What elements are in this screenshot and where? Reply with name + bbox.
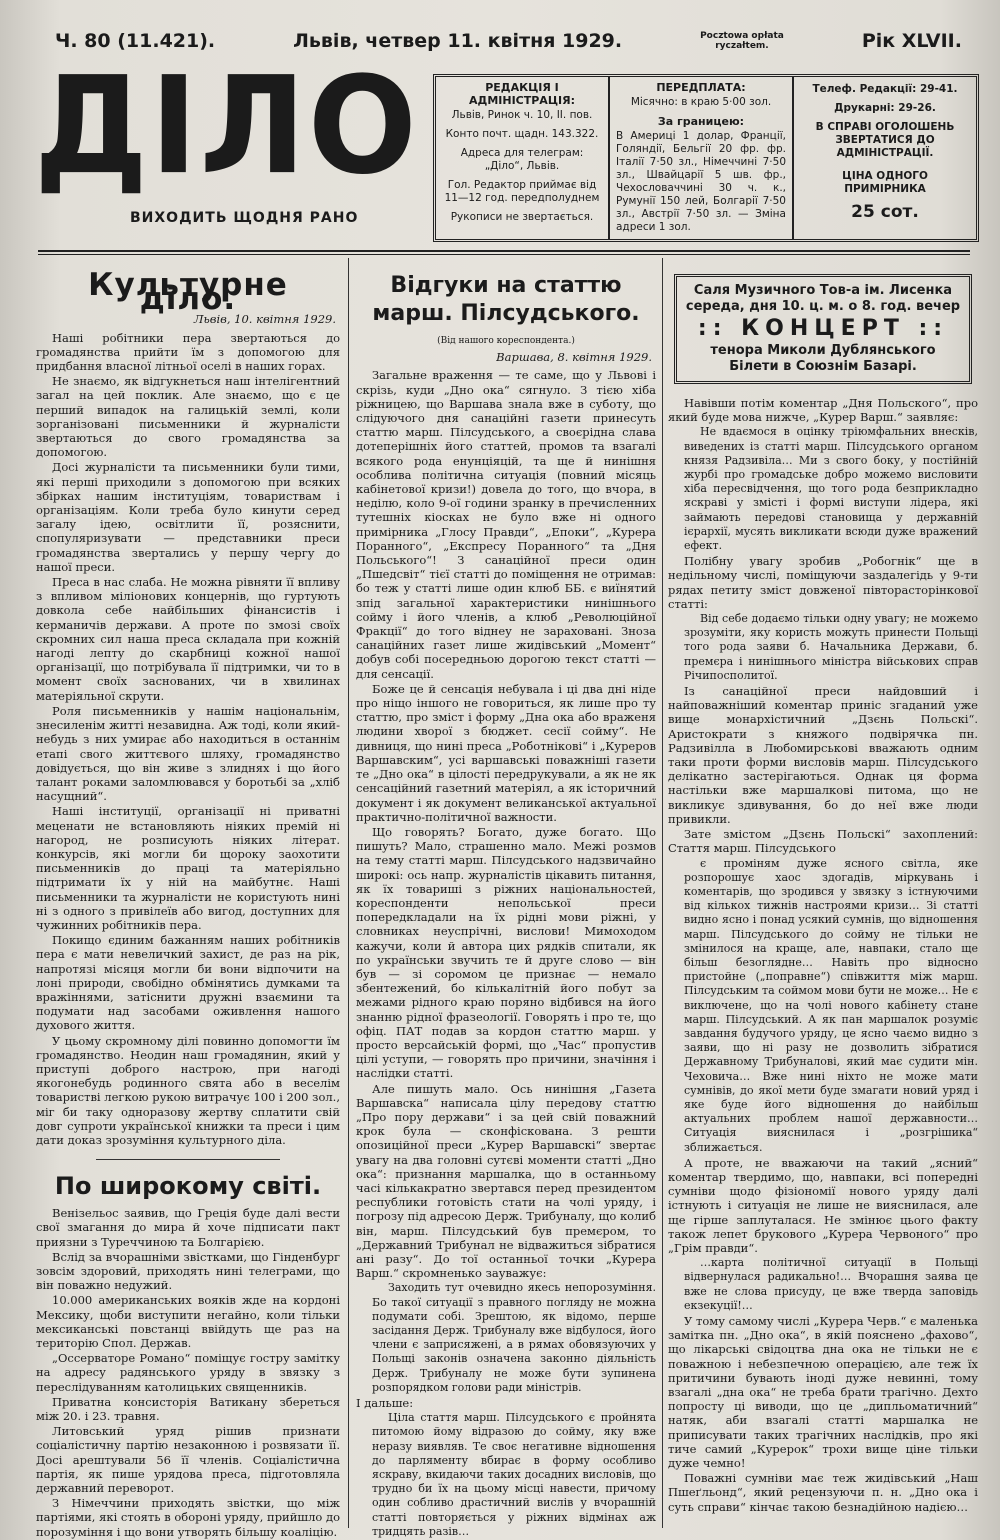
paragraph: І дальше:: [356, 1396, 414, 1411]
postal-account: Конто почт. щадн. 143.322.: [445, 128, 599, 140]
quoted-paragraph: …карта політичної ситуації в Польщі відвернулася радикально!… Вчорашня заява це вже не слова присуду, це вже тверда заповідь екзекуції!…: [684, 1256, 978, 1312]
paragraph: „Оссерваторе Романо“ поміщує гостру замітку на адресу радянського уряду в звязку з переслідуванням католицьких священників.: [36, 1351, 340, 1394]
paragraph: Наші робітники пера звертаються до громадянства прийти їм з допомогою для придбання власної літньої оселі в наших горах.: [36, 330, 340, 374]
paragraph: 10.000 американських вояків жде на кордоні Мексику, щоби виступити негайно, коли тільки мексиканські повстанці ввійдуть ще раз на територію Спол. Держав.: [36, 1293, 340, 1351]
paragraph: Роля письменників у нашім національнім, знесиленім житті незавидна. Аж тоді, коли який-небудь з них умирає або находиться в останнім етапі свого життєвого шляху, громадянство довідується, що він живе з злиднях і що його талант роками заломлювався у боротьбі за „хліб насущний“.: [36, 703, 340, 804]
paragraph: Приватна консисторія Ватикану збереться між 20. і 23. травня.: [36, 1394, 340, 1424]
paragraph: Загальне враження — те саме, що у Львові і скрізь, куди „Дно ока“ сягнуло. З тією хіба ріжницею, що Варшава знала вже в суботу, що слідуючого дня санаційні газети принесуть статтю марш. Пілсудського, а своєрідна слава дотеперішніх його статтей, промов та взагалі всякого рода енунціяцій, та ще й нинішня особлива політична ситуація (повний місяць кабінетової кризи!) довела до того, що вчора, в неділю, коло 9-ої години зранку в пречисленних тутешніх кіосках не було вже ні одного примірника „Глосу Правди“, „Епоки“, „Курера Поранного“, „Експресу Поранного“ та „Дня Польського“! З санаційної преси один „Пшедсвіт“ тієї статті до поміщення не отримав: бо теж у статті лише один клюб ББ. є виїнятий зпід загальної характеристики нинішнього сойму і його членів, а клюб „Революційної Фракції“ до того віднеу не зараховані. Зноза санаційних газет лише жидівський „Момент“ добув собі посередньою дорогою текст статті — для сенсації.: [356, 368, 656, 681]
tagline: ВИХОДИТЬ ЩОДНЯ РАНО: [130, 210, 359, 226]
paragraph: Преса в нас слаба. Не можна рівняти її впливу з впливом міліонових концернів, що гуртують довкола себе найбільших фінансистів і керманичів держави. А проте по змозі своїх скромних сил наша преса складала при кожній нагоді лепту до скарбниці кожної нашої організації, що потрібувала її підтримки, чи то в момент своїх заснованих, чи в хвилинах матеріяльної скрути.: [36, 575, 340, 703]
paragraph: Але пишуть мало. Ось нинішня „Газета Варшавска“ написала цілу передову статтю „Про пору держави“ і за цей свій поважний крок була — сконфіскована. З решти опозиційної преси „Курер Варшавскі“ звертає увагу на два головні сутєві моменти статті „Дно ока“: признання маршалка, що в останньому часі кількакратно звертався перед президентом республики готовість стати на чолі уряду, і погрозу під адресою Держ. Трибуналу, що колиб він, марш. Пілсудський був премєром, то „Державний Трибунал не відважиться зібратися ані разу“. До тої останньої точки „Курера Варш.“ скромненько зауважує:: [356, 1081, 656, 1281]
paragraph: Із санаційної преси найдовший і найповажніший коментар приніс згаданий уже вище монархістичний „Дзєнь Польскі“. Аристократи з княжого подвірячка пн. Радзивілла в Любомирськові вважають одним таки проти форми висловів марш. Пілсудського делікатно застерігаються. Однак ця форма настільки вже маршалкові питома, що не викликує здивування, бо до неї вже люди привикли.: [668, 684, 978, 826]
article-title-world: По широкому світі.: [54, 1172, 322, 1201]
issue-date: Львів, четвер 11. квітня 1929.: [293, 30, 623, 52]
header-rule: [38, 250, 970, 252]
phone-editorial: Телеф. Редакції: 29-41.: [812, 83, 958, 95]
concert-advertisement: [674, 274, 972, 384]
paragraph: Не знаємо, як відгукнеться наш інтелігентний загал на цей поклик. Але знаємо, що є це перший випадок на галицькій землі, коли зорганізовані письменники й журналісти звертаються до свого громадянства за допомогою.: [36, 374, 340, 460]
article-title-culture: Культурне діло.: [88, 267, 288, 318]
abroad-prices: В Америці 1 долар, Франції, Голяндії, Бельгії 20 фр. фр. Італії 7·50 зл., Німеччині 7·50 зл., Швайцарії 5 шв. фр., Чехословаччині 30 ч. к., Румунії 150 лей, Болгарії 7·50 зл., Австрії 7·50 зл. — Зміна адреси 1 зол.: [616, 130, 786, 233]
paragraph: У цьому скромному ділі повинно допомогти їм громадянство. Неодин наш громадянин, який у приступі доброго настрою, при нагоді якогонебудь родинного свята або в веселім товаристві легкою рукою витрачує 100 і 200 зол., міг би таку одноразову жертву сплатити свій довг супроти української книжки та преси і цим дати доказ зрозуміння культурного діла.: [36, 1033, 340, 1147]
paragraph: З Німеччини приходять звістки, що між партіями, які стоять в обороні уряду, прийшло до порозуміння і що вони утворять більшу коаліцію.: [36, 1496, 340, 1539]
paragraph: Навівши потім коментар „Дня Польского“, про який буде мова нижче, „Курер Варш.“ заявляє:: [668, 396, 978, 425]
postage-note: Pocztowa opłata ryczałtem.: [700, 31, 784, 51]
telegram-address: Адреса для телеграм: „Діло“, Львів.: [460, 147, 584, 172]
phones-info: [794, 77, 976, 239]
concert-tickets: Білети в Союзнім Базарі.: [729, 359, 917, 374]
quoted-paragraph: є проміням дуже ясного світла, яке розпорошує хаос здогадів, міркувань і коментарів, що зродився у звязку з істнуючими від кількох тижнів настроями кризи… Зі статті видно ясно і понад усякий сумнів, що відношення марш. Пілсудського до сойму не тільки не змінилося на краще, але, навпаки, стало ще більш безоглядне… Навіть про відносно пристойне („поправне“) співжиття між марш. Пілсудським та соймом мови бути не може… Не є виключене, що на чолі нового кабінету стане марш. Пілсудський. А як пан маршалок розуміє завдання будучого уряду, це ясно чаємо видно з заяви, що ні разу не дозволить зібратися Державному Трибуналові, який має судити мін. Чеховича… Вже нині ніхто не може мати сумнівів, до якої мети буде змагати новий уряд і яке буде його відношення до найбільш актуальних проблем нашої державности… Ситуація вияснилася і „розгрішика“ зближається.: [684, 856, 978, 1154]
quoted-paragraph: Ціла стаття марш. Пілсудського є пройнята питомою йому відразою до сойму, яку вже неразу виявляв. Те своє негативне відношення до парляменту вбирає в форму особливо яскраву, вкидаючи таких досадних висловів, що трудно би їх на цьому місці навести, причому один собливо драстичний вислів у вчорашній статті повторяється у ріжних відмінах аж тридцять разів…: [372, 1411, 656, 1538]
editorial-address: Львів, Ринок ч. 10, II. пов.: [451, 109, 593, 121]
article-dateline: Варшава, 8. квітня 1929.: [496, 350, 652, 365]
editorial-info: [436, 77, 610, 239]
issue-number: Ч. 80 (11.421).: [55, 30, 216, 52]
article-title-pilsudski: Відгуки на статтю марш. Пілсудського.: [372, 273, 640, 326]
subscription-monthly: Місячно: в краю 5·00 зол.: [630, 96, 772, 108]
concert-performer: тенора Миколи Дублянського: [710, 343, 936, 358]
paragraph: Вслід за вчорашніми звістками, що Гінденбург зовсім здоровий, приходять нині телеграми, що він поважно недужий.: [36, 1249, 340, 1293]
paragraph: А проте, не вважаючи на такий „ясний“ коментар твердимо, що, навпаки, всі попередні сумніви щодо фізіономії нового уряду далі істнують і ситуація не лише не вияснилася, але ще гірше заплуталася. Не змінює цього факту також лепет брукового „Курера Червоного“ про „Грім правди“.: [668, 1155, 978, 1255]
paragraph: Венізельос заявив, що Греція буде далі вести свої змагання до мира й хоче підписати пакт приязни з Туреччиною та Болгарією.: [36, 1206, 340, 1249]
info-box: [433, 74, 979, 242]
abroad-heading: За границею:: [657, 115, 745, 128]
concert-time: середа, дня 10. ц. м. о 8. год. вечер: [685, 299, 961, 314]
column-middle: [356, 270, 656, 1540]
newspaper-logo: ДІЛО: [34, 48, 419, 205]
column-left: [36, 267, 340, 1540]
paragraph: Що говорять? Богато, дуже богато. Що пишуть? Мало, страшенно мало. Межі розмов на тему статті марш. Пілсудського надзвичайно широкі: ось напр. журналістів цікавить питання, як їх товариші з ріжних національностей, кореспонденти непольської преси попередкладали на їх рідні мови ріжні, у словниках неуспрічні, вислови! Мимоходом кажучи, коли й автора цих рядків спитали, як по українськи звучить те й друге слово — він був — зі соромом це признає — немало збентежений, бо кількалітній його побут за межами рідного краю поряно відбився на його знанню рідної фразеології. Говорять і про те, що офіц. ПАТ подав за кордон статтю марш. у просто версайській формі, що „Час“ пропустив цілі уступи, — говорять про причини, значіння і наслідки статті.: [356, 824, 656, 1081]
quoted-paragraph: Заходить тут очевидно якесь непорозуміння. Бо такої ситуації з правного погляду не можна подумати собі. Зрештою, як відомо, перше засідання Держ. Трибуналу вже відбулося, його члени є заприсяжені, а в рямах обовязуючих у Польщі законів означена законно діяльність Держ. Трибуналу не може бути зупинена розпорядком голови ради міністрів.: [372, 1281, 656, 1394]
column-divider-2: [662, 258, 663, 1528]
phone-printing: Друкарні: 29-26.: [834, 102, 936, 114]
ads-note: В СПРАВІ ОГОЛОШЕНЬ ЗВЕРТАТИСЯ ДО АДМІНІСТРАЦІЇ.: [815, 121, 955, 159]
quoted-paragraph: Не вдаємося в оцінку тріюмфальних внесків, виведених із статті марш. Пілсудського органом князя Радзивіла… Ми з свого боку, у постійній журбі про громадське добро можемо висловити хіба пересвідчення, що того рода безприкладно яскраві у змісті і формі виступи лідера, які займають передові становища у державній ієрархії, мусять викликати всюди дуже вражений ефект.: [684, 425, 978, 553]
concert-venue: Саля Музичного Тов-а ім. Лисенка: [693, 283, 953, 298]
paragraph: Поважні сумніви має теж жидівський „Наш Пшеґльонд“, який рецензуючи п. н. „Дно ока і суть справи“ кінчає такою безнадійною надією…: [668, 1471, 978, 1514]
paragraph: Литовський уряд рішив признати соціалістичну партію незаконною і розвязати її. Досі арештували 56 її членів. Соціалістична партія, як пише урядова преса, підготовляла державний переворот.: [36, 1424, 340, 1496]
correspondent-note: (Від нашого кореспондента.): [437, 336, 575, 346]
manuscripts-note: Рукописи не звертається.: [450, 211, 594, 223]
section-divider: [96, 1159, 280, 1160]
subscription-heading: ПЕРЕДПЛАТА:: [656, 81, 746, 94]
editorial-heading: РЕДАКЦІЯ І АДМІНІСТРАЦІЯ:: [469, 81, 575, 107]
quoted-paragraph: Від себе додаємо тільки одну увагу; не можемо зрозуміти, яку користь можуть принести Польщі того рода заяви б. Начальника Держави, б. премєра і нинішнього міністра військових справ Річипосполитої.: [684, 612, 978, 682]
masthead: [30, 48, 435, 242]
column-right: [668, 270, 978, 1515]
price-value: 25 сот.: [851, 202, 919, 222]
price-label: ЦІНА ОДНОГО ПРИМІРНИКА: [842, 170, 928, 195]
paragraph: Боже це й сенсація небувала і ці два дні ніде про ніщо іншого не говориться, як лише про ту статтю, про зміст і форму „Дна ока або враженя людини хворої з бюджет. сесії сойму“. Не дивниця, що нині преса „Роботнікові“ і „Куреров Варшавским“, усі варшавські поважніші газети те „Дно ока“ в цілості передрукували, а як не як сенсаційний газетний матеріял, а як історичний документ і як документ великанської актуальної практично-політичної важности.: [356, 681, 656, 824]
header-rule-thin: [38, 254, 970, 255]
concert-heading: :: КОНЦЕРТ ::: [697, 316, 949, 341]
paragraph: Зате змістом „Дзєнь Польскі“ захоплений: Стаття марш. Пілсудського: [668, 827, 978, 856]
editor-hours: Гол. Редактор приймає від 11—12 год. передполуднем: [444, 179, 600, 204]
paragraph: Наші інституції, організації ні приватні меценати не встановляють ніяких премій ні нагород, не розписують ніяких літерат. конкурсів, які могли би щороку заохотити письменників до праці та матеріяльно підтримати їх у ній на майбутнє. Наші письменники та журналісти не користують нині ні з одного з привілеїв або вигод, доступних для чужинних робітників пера.: [36, 804, 340, 932]
paragraph: Полібну увагу зробив „Робогнік“ ще в недільному числі, поміщуючи заздалегідь у 9-ти рядах петиту зміст довженої півтораcторінкової статті:: [668, 554, 978, 611]
paragraph: Досі журналісти та письменники були тими, які перші приходили з допомогою при всяких збірках нашим інституціям, товариствам і організаціям. Коли треба було кинути серед загалу ідею, освітлити її, розяснити, спопуляризувати — представники преси громадянства звертались у першу чергу до нашої преси.: [36, 460, 340, 574]
paragraph: У тому самому числі „Курера Черв.“ є маленька замітка пн. „Дно ока“, в якій пояснено „фахово“, що лікарські свідоцтва дна ока не тільки не є поважною і небезпечною операцією, але теж їх притичини бувають іноді дуже невинні, тому взагалі „дна ока“ не треба брати трагічно. Дехто попросту ці виводи, що це „дипльоматичний“ натяк, аби взагалі статті маршалка не приписувати таких трагічних наслідків, про які тиче самий „Курерок“ трохи вище ціне тільки дуже чемно!: [668, 1314, 978, 1471]
column-divider-1: [348, 258, 349, 1528]
article-dateline: Львів, 10. квітня 1929.: [193, 312, 336, 327]
subscription-info: [610, 77, 794, 239]
paragraph: Покищо єдиним бажанням наших робітників пера є мати невеличкий захист, де раз на рік, напротязі місяця могли би вони відпочити на лоні природи, свобідно обмінятись думками та вражіннями, затіснити дружні взаємини та подумати над засобами оживлення нашого духового життя.: [36, 933, 340, 1033]
year-number: Рік XLVII.: [861, 30, 962, 52]
